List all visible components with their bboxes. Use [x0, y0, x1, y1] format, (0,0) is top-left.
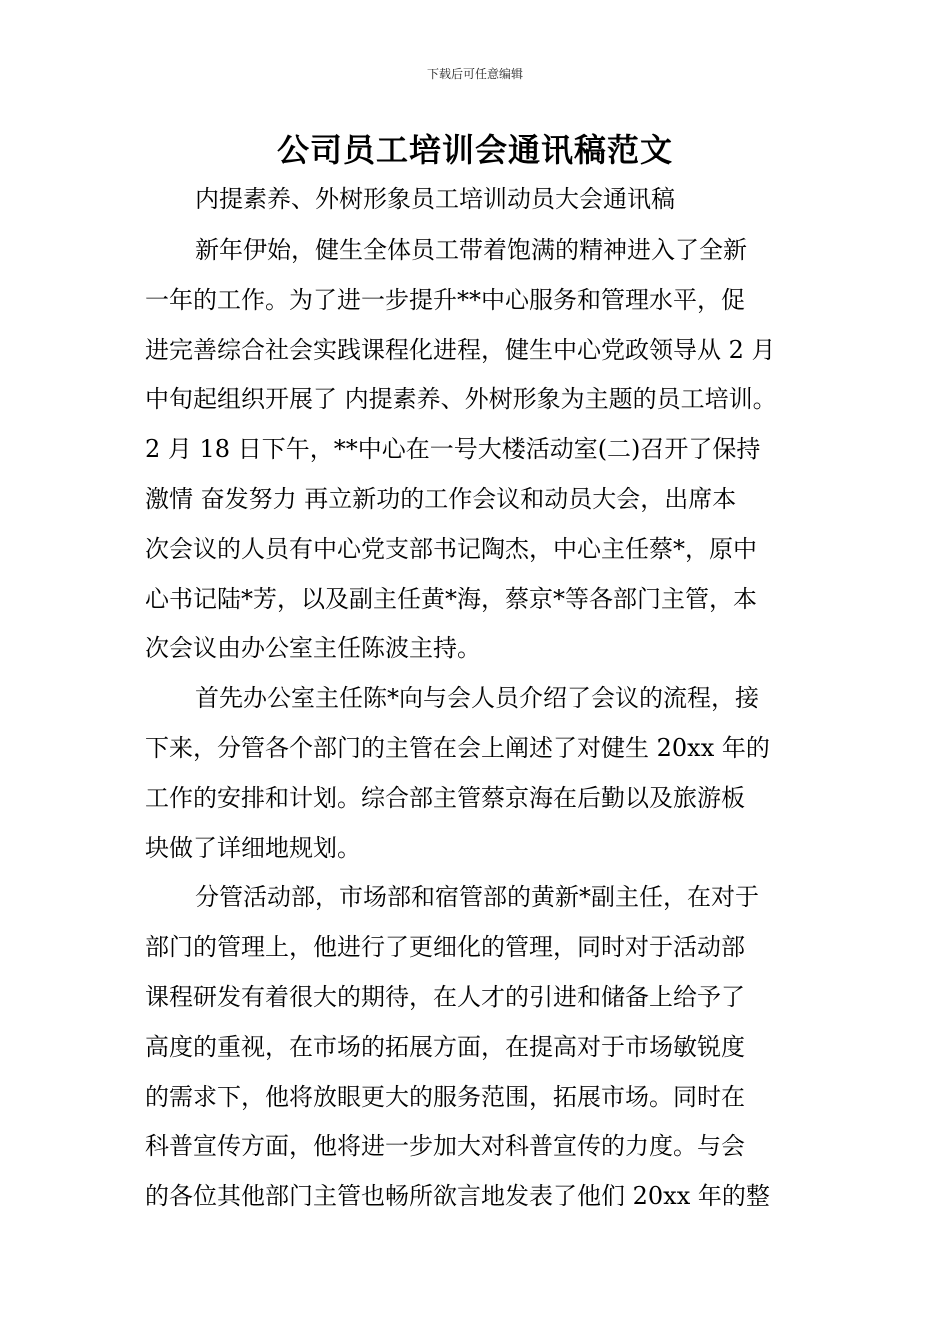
paragraph-line: 中旬起组织开展了 内提素养、外树形象为主题的员工培训。: [145, 385, 777, 414]
paragraph-line: 次会议由办公室主任陈波主持。: [145, 634, 481, 663]
paragraph-line: 次会议的人员有中心党支部书记陶杰，中心主任蔡*，原中: [145, 534, 757, 563]
document-title: 公司员工培训会通讯稿范文: [276, 131, 673, 169]
paragraph-line: 下来，分管各个部门的主管在会上阐述了对健生 20xx 年的: [145, 733, 770, 762]
paragraph-line: 课程研发有着很大的期待，在人才的引进和储备上给予了: [145, 982, 745, 1011]
paragraph-line: 块做了详细地规划。: [145, 833, 361, 862]
paragraph-line: 激情 奋发努力 再立新功的工作会议和动员大会，出席本: [145, 484, 737, 513]
paragraph-line: 一年的工作。为了进一步提升**中心服务和管理水平，促: [145, 285, 745, 314]
paragraph-line: 心书记陆*芳，以及副主任黄*海，蔡京*等各部门主管，本: [145, 584, 757, 613]
paragraph-line: 2 月 18 日下午，**中心在一号大楼活动室(二)召开了保持: [145, 435, 761, 464]
document-body: [145, 226, 815, 1222]
paragraph-line: 科普宣传方面，他将进一步加大对科普宣传的力度。与会: [145, 1132, 745, 1161]
paragraph-line: 分管活动部，市场部和宿管部的黄新*副主任，在对于: [195, 883, 759, 912]
paragraph-line: 新年伊始，健生全体员工带着饱满的精神进入了全新: [195, 236, 747, 264]
paragraph-line: 的各位其他部门主管也畅所欲言地发表了他们 20xx 年的整: [145, 1182, 770, 1211]
paragraph-line: 高度的重视，在市场的拓展方面，在提高对于市场敏锐度: [145, 1032, 745, 1061]
paragraph-line: 进完善综合社会实践课程化进程，健生中心党政领导从 2 月: [145, 335, 776, 364]
paragraph-line: 的需求下，他将放眼更大的服务范围，拓展市场。同时在: [145, 1082, 745, 1111]
paragraph-line: 首先办公室主任陈*向与会人员介绍了会议的流程，接: [195, 684, 759, 713]
document-subtitle: 内提素养、外树形象员工培训动员大会通讯稿: [195, 185, 675, 213]
paragraph-line: 工作的安排和计划。综合部主管蔡京海在后勤以及旅游板: [145, 783, 745, 812]
page-header-note: 下载后可任意编辑: [426, 67, 523, 81]
paragraph-line: 部门的管理上，他进行了更细化的管理，同时对于活动部: [145, 933, 745, 962]
